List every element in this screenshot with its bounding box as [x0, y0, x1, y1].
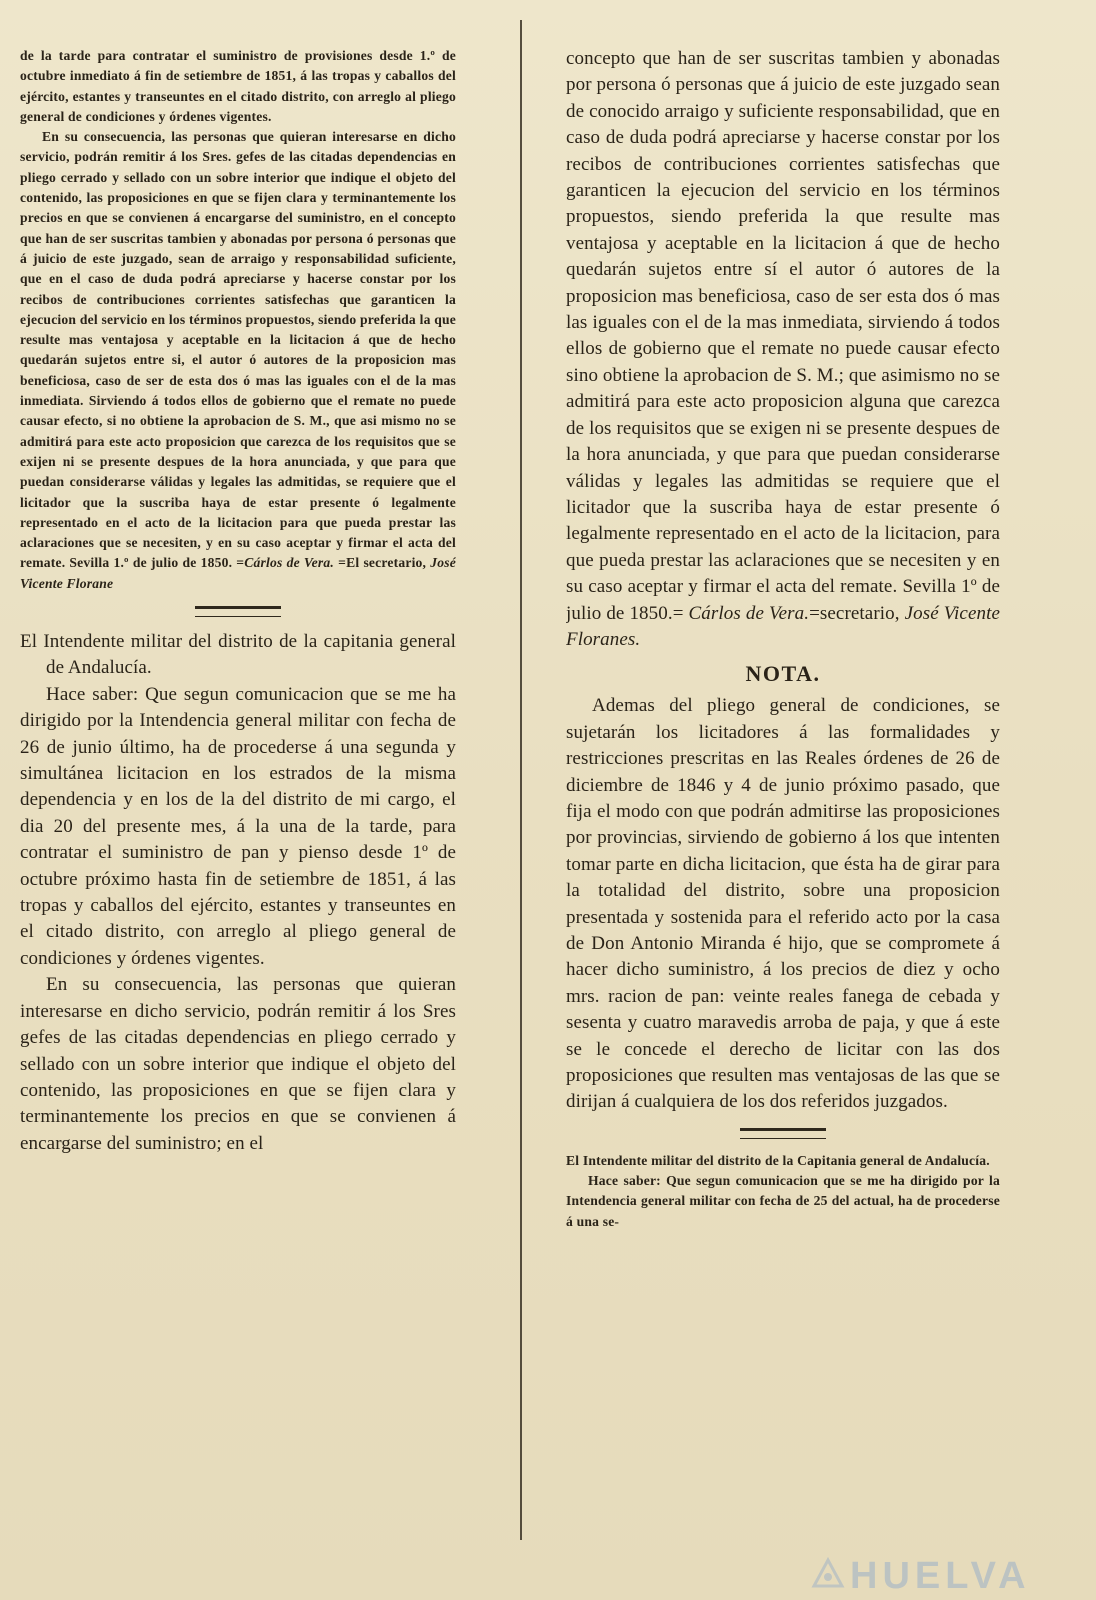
watermark-logo-icon [810, 1556, 846, 1592]
right-signature-floranes: José Vicente Floranes. [566, 602, 1000, 650]
right-paragraph-2: Hace saber: Que segun comunicacion que se me ha dirigido por la Intendencia general militar con fecha de 25 del actual, ha de procederse á una se- [566, 1173, 1000, 1229]
separator-rule [195, 606, 281, 617]
left-column [20, 46, 456, 1580]
column-divider [520, 20, 522, 1540]
left-paragraph-2-body: En su consecuencia, las personas que quieran interesarse en dicho servicio, podrán remitir á los Sres. gefes de las citadas dependencias en pliego cerrado y sellado con un sobre interior que indique el objeto del contenido, las proposiciones en que se fijen clara y terminantemente los precios en que se convienen á encargarse del suministro, en el concepto que han de ser suscritas tambien y abonadas por persona ó personas que á juicio de este juzgado, sean de arraigo y responsabilidad suficiente, que en el caso de duda podrá apreciarse y hacerse constar por los recibos de contribuciones corrientes satisfechas que garanticen la ejecucion del servicio en los términos propuestos, siendo preferida la que resulte mas ventajosa y aceptable en la licitacion á que de hecho quedarán sujetos entre si, el autor ó autores de la proposicion mas beneficiosa, caso de ser de esta dos ó mas las iguales con el de la mas inmediata. Sirviendo á todos ellos de gobierno que el remate no puede causar efecto, si no obtiene la aprobacion de S. M., que asi mismo no se admitirá para este acto proposicion que carezca de los requisitos que se exijen ni se presente despues de la hora anunciada, y que para que puedan considerarse válidas y legales las admitidas, se requiere que el licitador que la suscriba haya de estar presente ó legalmente representado en el acto de la licitacion para que pueda prestar las aclaraciones que se necesiten, y en su caso aceptar y firmar el acta del remate. Sevilla 1.º de julio de 1850. = [20, 129, 456, 571]
left-secretary-label: =El secretario, [338, 555, 427, 571]
right-paragraph-1-body: concepto que han de ser suscritas tambien y abonadas por persona ó personas que á juicio de este juzgado sean de conocido arraigo y suficiente responsabilidad, que en caso de duda podrá apreciarse y hacerse constar por los recibos de contribuciones corrientes satisfechas que garanticen la ejecucion del servicio en los términos propuestos, siendo preferida la que resulte mas ventajosa y aceptable en la licitacion á que de hecho quedarán sujetos entre sí el autor ó autores de la proposicion mas beneficiosa, caso de ser esta dos ó mas las iguales con el de la mas inmediata, sirviendo á todos ellos de gobierno que el remate no puede causar efecto sino obtiene la aprobacion de S. M.; que asimismo no se admitirá para este acto proposicion alguna que carezca de los requisitos que se exigen ni se presente despues de la hora anunciada, y que para que puedan considerarse válidas y legales las admitidas se requiere que el licitador que la suscriba haya de estar presente ó legalmente representado en el acto de la licitacion, para que pueda prestar las aclaraciones que se necesiten y en su caso aceptar y firmar el acta del remate. Sevilla 1º de julio de 1850.= [566, 48, 1000, 624]
left-signature-florane: José Vicente Florane [20, 555, 456, 591]
nota-heading: NOTA. [745, 661, 821, 687]
left-paragraph-3: Hace saber: Que segun comunicacion que se me ha dirigido por la Intendencia general militar con fecha de 26 de junio último, ha de procederse á una segunda y simultánea licitacion en los estrados de la misma dependencia y en los de la del distrito de mi cargo, el dia 20 del presente mes, á la una de la tarde, para contratar el suministro de pan y pienso desde 1º de octubre próximo hasta fin de setiembre de 1851, á las tropas y caballos del ejército, estantes y transeuntes en el citado distrito, con arreglo al pliego general de condiciones y órdenes vigentes. [20, 683, 456, 969]
right-column [566, 46, 1000, 1580]
right-paragraph-1 [566, 46, 1000, 653]
left-paragraph-4: En su consecuencia, las personas que quieran interesarse en dicho servicio, podrán remitir á los Sres gefes de las citadas dependencias en pliego cerrado y sellado con un sobre interior que indique el objeto del contenido, las proposiciones en que se fijen clara y terminantemente los precios en que se convienen á encargarse del suministro; en el [20, 974, 456, 1154]
left-paragraph-2 [20, 127, 456, 594]
right-notice-heading: El Intendente militar del distrito de la Capitania general de Andalucía. [566, 1152, 990, 1168]
left-signature-vera: Cárlos de Vera. [244, 555, 335, 571]
nota-paragraph: Ademas del pliego general de condiciones, se sujetarán los licitadores á las formalidades y restricciones prescritas en las Reales órdenes de 26 de diciembre de 1846 y 4 de junio próximo pasado, que fija el modo con que podrán admitirse las proposiciones por provincias, sirviendo de gobierno á los que intenten tomar parte en dicha licitacion, que ésta ha de girar para la totalidad del distrito, sobre una proposicion presentada y sostenida para el referido acto por la casa de Don Antonio Miranda é hijo, que se compromete á hacer dicho suministro, á los precios de diez y ocho mrs. racion de pan: veinte reales fanega de cebada y sesenta y cuatro maravedis arroba de paja, y que á este se le concede el derecho de licitar con las dos proposiciones que resulten mas ventajosas de las que se dirijan á cualquiera de los dos referidos juzgados. [566, 695, 1000, 1113]
separator-rule [740, 1128, 826, 1139]
left-paragraph-1: de la tarde para contratar el suministro de provisiones desde 1.º de octubre inmediato á fin de setiembre de 1851, á las tropas y caballos del ejército, estantes y transeuntes en el citado distrito, con arreglo al pliego general de condiciones y órdenes vigentes. [20, 48, 456, 124]
left-notice-heading: El Intendente militar del distrito de la capitania general de Andalucía. [20, 631, 456, 679]
watermark-text: HUELVA [850, 1555, 1031, 1597]
right-signature-vera: Cárlos de Vera. [688, 602, 810, 624]
right-secretary-label: =secretario, [809, 602, 900, 624]
